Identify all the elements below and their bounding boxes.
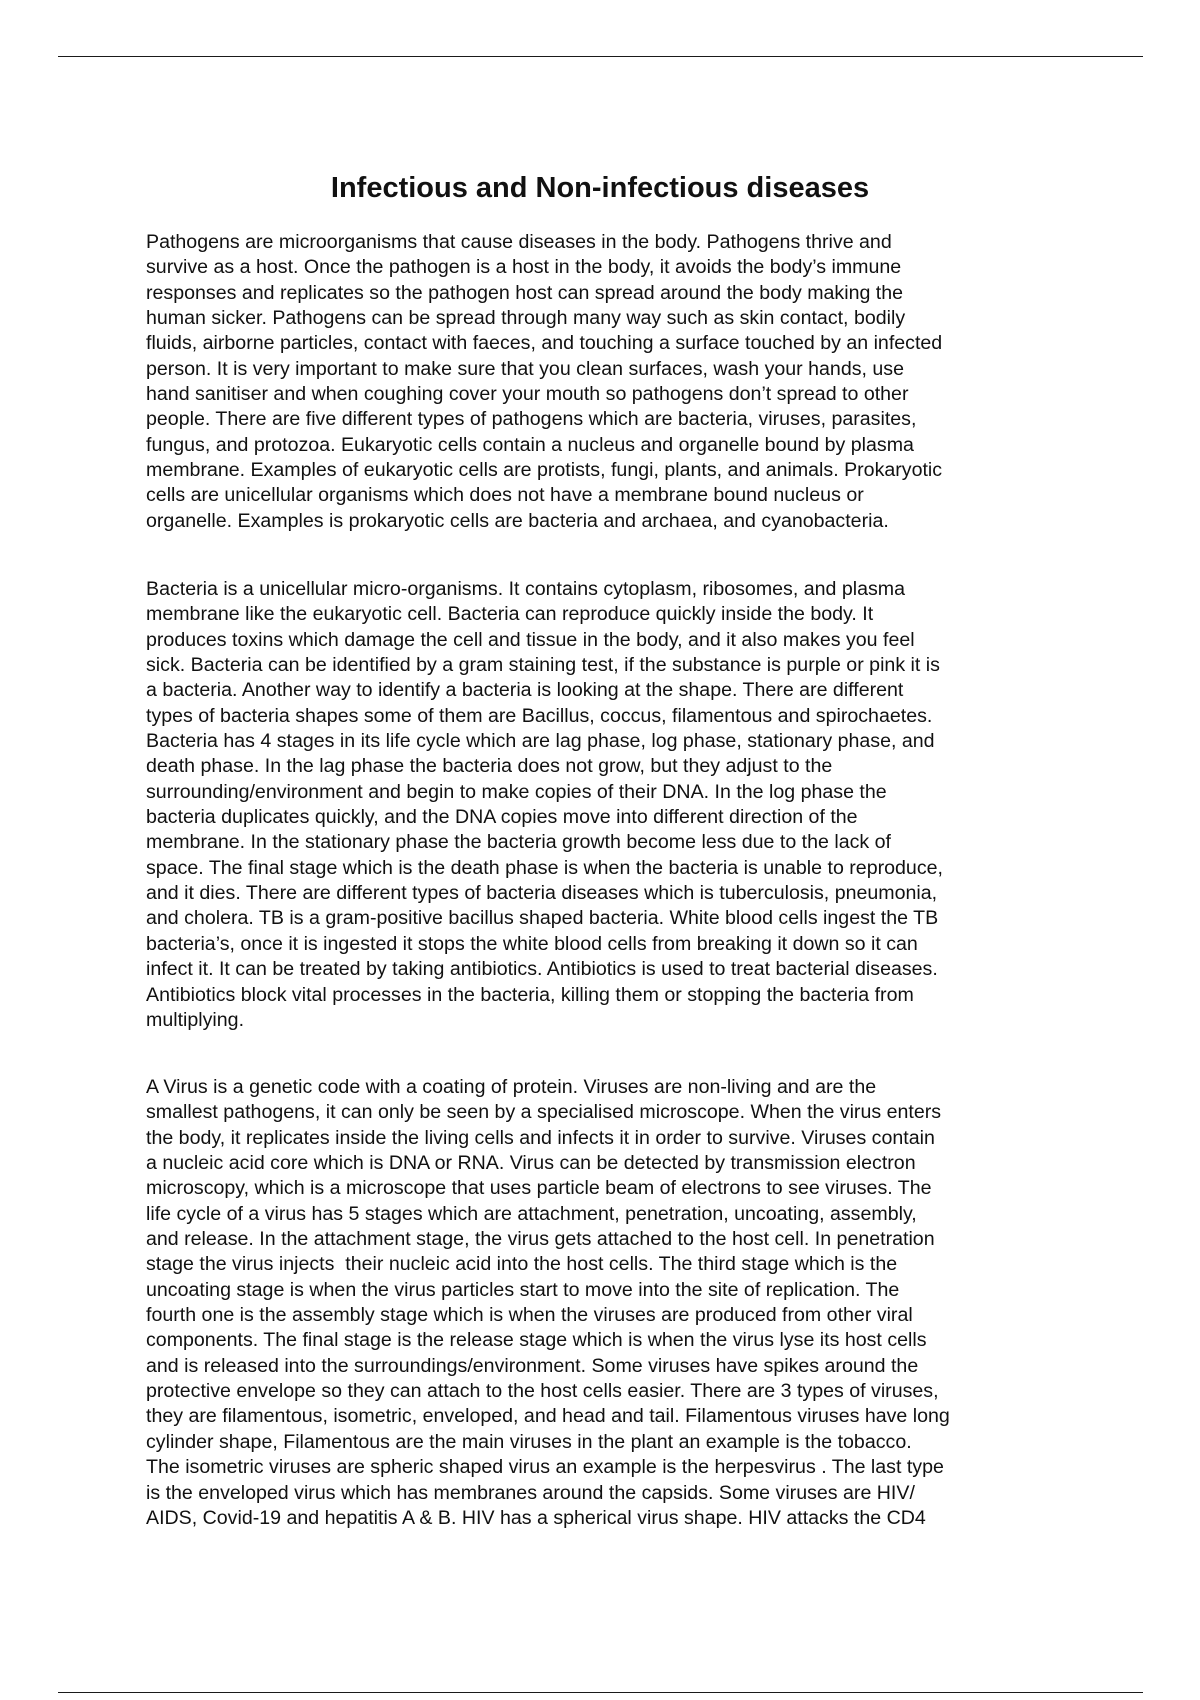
text-line: The isometric viruses are spheric shaped virus an example is the herpesvirus . The last type (146, 1456, 944, 1479)
bottom-rule (58, 1692, 1143, 1693)
text-line: Bacteria has 4 stages in its life cycle which are lag phase, log phase, stationary phase, and (146, 730, 935, 753)
text-line: and release. In the attachment stage, the virus gets attached to the host cell. In penetration (146, 1228, 935, 1251)
text-line: cells are unicellular organisms which does not have a membrane bound nucleus or (146, 484, 864, 507)
text-line: smallest pathogens, it can only be seen by a specialised microscope. When the virus enters (146, 1101, 942, 1124)
text-line: surrounding/environment and begin to make copies of their DNA. In the log phase the (146, 780, 887, 803)
text-line: components. The final stage is the release stage which is when the virus lyse its host cells (146, 1329, 927, 1352)
text-line: AIDS, Covid-19 and hepatitis A & B. HIV has a spherical virus shape. HIV attacks the CD4 (146, 1506, 926, 1529)
text-line: organelle. Examples is prokaryotic cells are bacteria and archaea, and cyanobacteria. (146, 509, 889, 532)
text-line: and it dies. There are different types of bacteria diseases which is tuberculosis, pneumonia, (146, 882, 938, 905)
text-line: membrane. In the stationary phase the bacteria growth become less due to the lack of (146, 831, 891, 854)
text-line: person. It is very important to make sure that you clean surfaces, wash your hands, use (146, 357, 904, 380)
paragraph-bacteria (146, 577, 1061, 1033)
text-line: types of bacteria shapes some of them are Bacillus, coccus, filamentous and spirochaetes. (146, 704, 933, 727)
text-line: responses and replicates so the pathogen host can spread around the body making the (146, 281, 904, 304)
text-line: bacteria’s, once it is ingested it stops the white blood cells from breaking it down so it can (146, 932, 918, 955)
text-line: protective envelope so they can attach to the host cells easier. There are 3 types of viruses, (146, 1380, 939, 1403)
text-line: Antibiotics block vital processes in the bacteria, killing them or stopping the bacteria from (146, 983, 914, 1006)
top-rule (58, 56, 1143, 57)
text-line: they are filamentous, isometric, enveloped, and head and tail. Filamentous viruses have long (146, 1405, 950, 1428)
text-line: fungus, and protozoa. Eukaryotic cells contain a nucleus and organelle bound by plasma (146, 433, 914, 456)
text-line: Pathogens are microorganisms that cause diseases in the body. Pathogens thrive and (146, 231, 892, 253)
paragraph-pathogens (146, 230, 1061, 534)
document-title: Infectious and Non-infectious diseases (330, 172, 870, 204)
text-line: multiplying. (146, 1008, 245, 1031)
text-line: infect it. It can be treated by taking antibiotics. Antibiotics is used to treat bacterial diseases. (146, 958, 938, 981)
text-line: a bacteria. Another way to identify a bacteria is looking at the shape. There are different (146, 679, 904, 702)
text-line: membrane. Examples of eukaryotic cells are protists, fungi, plants, and animals. Prokaryotic (146, 459, 943, 482)
text-line: produces toxins which damage the cell and tissue in the body, and it also makes you feel (146, 628, 915, 651)
text-line: sick. Bacteria can be identified by a gram staining test, if the substance is purple or pink it is (146, 654, 940, 677)
paragraph-virus (146, 1075, 1061, 1531)
text-line: bacteria duplicates quickly, and the DNA copies move into different direction of the (146, 806, 858, 829)
text-line: and is released into the surroundings/environment. Some viruses have spikes around the (146, 1354, 919, 1377)
text-line: a nucleic acid core which is DNA or RNA. Virus can be detected by transmission electron (146, 1152, 916, 1175)
text-line: survive as a host. Once the pathogen is a host in the body, it avoids the body’s immune (146, 256, 902, 279)
text-line: the body, it replicates inside the living cells and infects it in order to survive. Viruses contain (146, 1126, 935, 1149)
text-line: membrane like the eukaryotic cell. Bacteria can reproduce quickly inside the body. It (146, 603, 874, 626)
text-line: death phase. In the lag phase the bacteria does not grow, but they adjust to the (146, 755, 833, 778)
text-line: human sicker. Pathogens can be spread through many way such as skin contact, bodily (146, 307, 906, 330)
text-line: life cycle of a virus has 5 stages which are attachment, penetration, uncoating, assembly, (146, 1202, 917, 1225)
text-line: space. The final stage which is the death phase is when the bacteria is unable to reproduce, (146, 856, 943, 879)
text-line: fluids, airborne particles, contact with faeces, and touching a surface touched by an infected (146, 332, 943, 355)
text-line: hand sanitiser and when coughing cover your mouth so pathogens don’t spread to other (146, 383, 909, 406)
text-line: fourth one is the assembly stage which is when the viruses are produced from other viral (146, 1304, 913, 1327)
text-line: people. There are five different types of pathogens which are bacteria, viruses, parasites, (146, 408, 917, 431)
text-line: and cholera. TB is a gram-positive bacillus shaped bacteria. White blood cells ingest the TB (146, 907, 939, 930)
text-line: microscopy, which is a microscope that uses particle beam of electrons to see viruses. The (146, 1177, 932, 1200)
text-line: stage the virus injects their nucleic acid into the host cells. The third stage which is the (146, 1253, 898, 1276)
text-line: A Virus is a genetic code with a coating of protein. Viruses are non-living and are the (146, 1076, 877, 1098)
text-line: uncoating stage is when the virus particles start to move into the site of replication. The (146, 1278, 900, 1301)
text-line: cylinder shape, Filamentous are the main viruses in the plant an example is the tobacco. (146, 1430, 912, 1453)
text-line: is the enveloped virus which has membranes around the capsids. Some viruses are HIV/ (146, 1481, 915, 1504)
text-line: Bacteria is a unicellular micro-organisms. It contains cytoplasm, ribosomes, and plasma (146, 578, 906, 600)
